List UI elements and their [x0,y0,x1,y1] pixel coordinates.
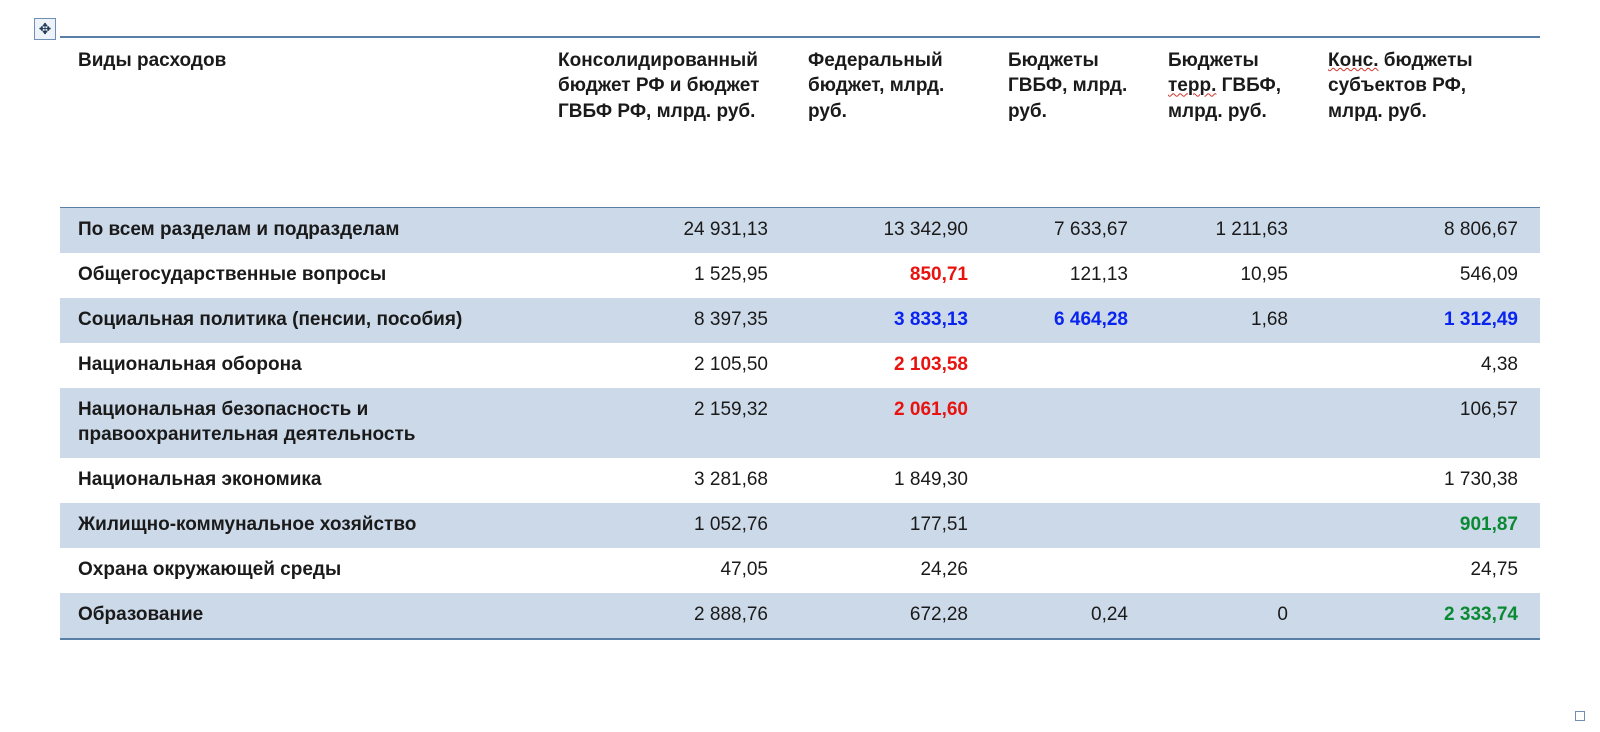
table-row[interactable] [60,458,1540,503]
cell-value: 3 833,13 [894,308,968,330]
table-move-handle[interactable] [34,18,56,40]
row-label: Социальная политика (пенсии, пособия) [60,298,540,343]
row-value-cell [1310,388,1540,458]
table-row[interactable] [60,207,1540,253]
row-label: Национальная безопасность и правоохранительная деятельность [60,388,540,458]
row-value-cell [790,388,990,458]
row-value-cell [540,593,790,639]
cell-value: 47,05 [720,559,768,581]
row-value-cell [990,207,1150,253]
cell-value: 0,24 [1091,604,1128,626]
row-label: По всем разделам и подразделам [60,207,540,253]
cell-value: 7 633,67 [1054,218,1128,240]
move-cross-icon: ✥ [38,20,52,38]
row-value-cell [540,503,790,548]
row-value-cell [540,548,790,593]
cell-value: 2 105,50 [694,353,768,375]
cell-value: 177,51 [909,514,968,536]
row-value-cell [1310,253,1540,298]
cell-value: 2 103,58 [894,353,968,375]
table-row[interactable] [60,388,1540,458]
cell-value: 106,57 [1459,398,1518,420]
row-value-cell [990,503,1150,548]
row-value-cell [790,253,990,298]
row-value-cell [1310,458,1540,503]
row-value-cell [990,593,1150,639]
row-label: Национальная оборона [60,343,540,388]
row-value-cell [790,593,990,639]
column-header-gvbf-budgets: Бюджеты ГВБФ, млрд. руб. [990,37,1150,207]
row-value-cell [1150,593,1310,639]
column-header-territorial-gvbf-budgets [1150,37,1310,207]
cell-value: 546,09 [1459,263,1518,285]
table-row[interactable] [60,343,1540,388]
cell-value: 13 342,90 [883,218,968,240]
budget-table-container [60,36,1540,640]
cell-value: 0 [1277,604,1288,626]
cell-value: 3 281,68 [694,468,768,490]
spellcheck-underline: Конс. [1328,50,1379,71]
cell-value: 10,95 [1240,263,1288,285]
row-value-cell [790,343,990,388]
row-value-cell [1150,298,1310,343]
cell-value: 1 730,38 [1444,468,1518,490]
column-header-regional-consolidated-budgets [1310,37,1540,207]
table-header-row [60,37,1540,207]
row-value-cell [990,253,1150,298]
cell-value: 1 211,63 [1215,218,1288,240]
cell-value: 850,71 [909,263,968,285]
row-value-cell [990,343,1150,388]
cell-value: 2 333,74 [1444,604,1518,626]
cell-value: 901,87 [1459,514,1518,536]
row-value-cell [1150,253,1310,298]
cell-value: 1,68 [1251,308,1288,330]
row-label: Охрана окружающей среды [60,548,540,593]
cell-value: 4,38 [1481,353,1518,375]
cell-value: 2 061,60 [894,398,968,420]
cell-value: 6 464,28 [1054,308,1128,330]
row-value-cell [1150,503,1310,548]
spellcheck-underline: терр. [1168,75,1217,97]
table-resize-handle[interactable] [1575,711,1585,721]
table-body [60,207,1540,639]
row-value-cell [790,298,990,343]
row-label: Жилищно-коммунальное хозяйство [60,503,540,548]
table-row[interactable] [60,298,1540,343]
row-value-cell [1150,548,1310,593]
cell-value: 1 052,76 [694,514,768,536]
row-value-cell [1150,207,1310,253]
row-value-cell [790,207,990,253]
cell-value: 121,13 [1069,263,1128,285]
budget-table [60,36,1540,640]
cell-value: 1 849,30 [894,468,968,490]
cell-value: 2 888,76 [694,604,768,626]
row-value-cell [540,458,790,503]
row-value-cell [990,298,1150,343]
row-value-cell [1310,343,1540,388]
row-value-cell [540,343,790,388]
cell-value: 1 525,95 [694,263,768,285]
cell-value: 24,75 [1470,559,1518,581]
row-value-cell [790,503,990,548]
row-value-cell [540,207,790,253]
row-value-cell [1310,593,1540,639]
column-header-regional-consolidated-text: Конс. бюджеты субъектов РФ, млрд. руб. [1328,50,1473,122]
cell-value: 1 312,49 [1444,308,1518,330]
row-value-cell [990,388,1150,458]
column-header-consolidated-budget: Консолидированный бюджет РФ и бюджет ГВБФ РФ, млрд. руб. [540,37,790,207]
row-value-cell [1150,388,1310,458]
column-header-federal-budget: Федеральный бюджет, млрд. руб. [790,37,990,207]
row-value-cell [1310,298,1540,343]
row-value-cell [540,298,790,343]
cell-value: 8 397,35 [694,308,768,330]
row-value-cell [1310,548,1540,593]
table-row[interactable] [60,503,1540,548]
row-value-cell [990,548,1150,593]
row-value-cell [1150,343,1310,388]
table-header [60,37,1540,207]
row-value-cell [1310,503,1540,548]
row-label: Общегосударственные вопросы [60,253,540,298]
row-value-cell [1310,207,1540,253]
cell-value: 24,26 [920,559,968,581]
cell-value: 672,28 [909,604,968,626]
table-row[interactable] [60,253,1540,298]
row-value-cell [790,548,990,593]
table-row[interactable] [60,593,1540,639]
row-label: Образование [60,593,540,639]
cell-value: 8 806,67 [1444,218,1518,240]
row-label: Национальная экономика [60,458,540,503]
cell-value: 2 159,32 [694,398,768,420]
row-value-cell [540,388,790,458]
row-value-cell [790,458,990,503]
row-value-cell [1150,458,1310,503]
column-header-expense-types: Виды расходов [60,37,540,207]
table-row[interactable] [60,548,1540,593]
cell-value: 24 931,13 [683,218,768,240]
row-value-cell [540,253,790,298]
column-header-territorial-gvbf-text: Бюджеты терр. ГВБФ, млрд. руб. [1168,50,1282,122]
row-value-cell [990,458,1150,503]
